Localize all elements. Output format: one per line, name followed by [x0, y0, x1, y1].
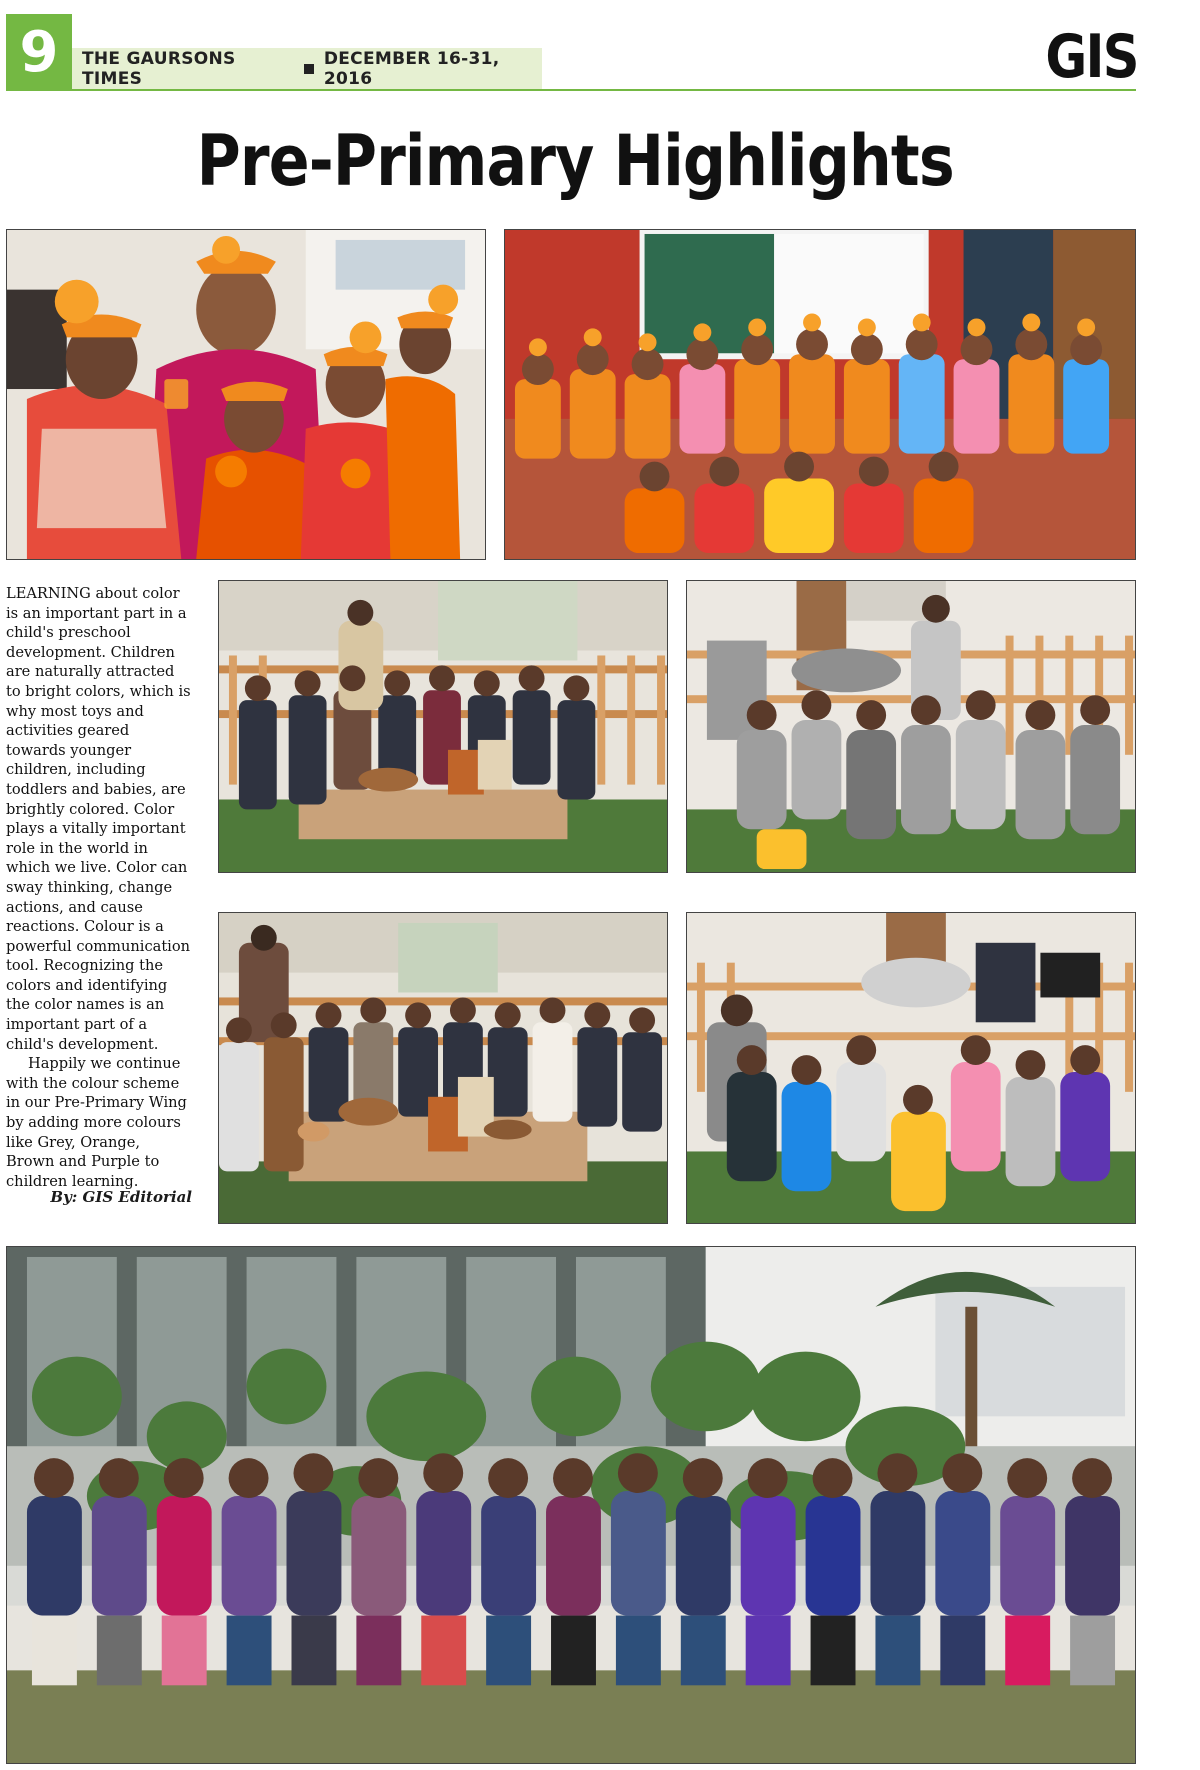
masthead-strip [72, 48, 542, 90]
headline-text: Pre-Primary Highlights [196, 120, 954, 202]
photo-orange-day-teacher [6, 229, 486, 560]
photo-orange-day-group [504, 229, 1136, 560]
page-number: 9 [19, 19, 59, 85]
article-body [6, 584, 192, 1191]
photo-grey-day-group [686, 580, 1136, 873]
photo-garden-group [6, 1246, 1136, 1764]
photo-brown-table-group [218, 580, 668, 873]
publication-name: THE GAURSONS TIMES [82, 49, 236, 89]
issue-date: DECEMBER 16-31, 2016 [323, 49, 500, 89]
header-divider [6, 89, 1136, 91]
article-paragraph: LEARNING about color is an important part in a child's preschool development. Children are naturally attracted to bright colors, which is why most toys and activities geared towards younger children, including toddlers and babies, are brightly colored. Color plays a vitally important role in the world in which we live. Color can sway thinking, change actions, and cause reactions. Colour is a powerful communication tool. Recognizing the colors and identifying the color names is an important part of a child's development. [6, 585, 191, 1053]
page-headline [0, 120, 1150, 202]
brand-logo: GIS [1045, 22, 1138, 92]
page-number-badge [6, 14, 72, 90]
photo-colour-day-group [686, 912, 1136, 1224]
square-bullet-icon [304, 64, 313, 74]
photo-brown-display-group [218, 912, 668, 1224]
article-paragraph: Happily we continue with the colour scheme in our Pre-Primary Wing by adding more colours like Grey, Orange, Brown and Purple to children learning. [6, 1055, 187, 1190]
article-byline: By: GIS Editorial [50, 1188, 192, 1206]
